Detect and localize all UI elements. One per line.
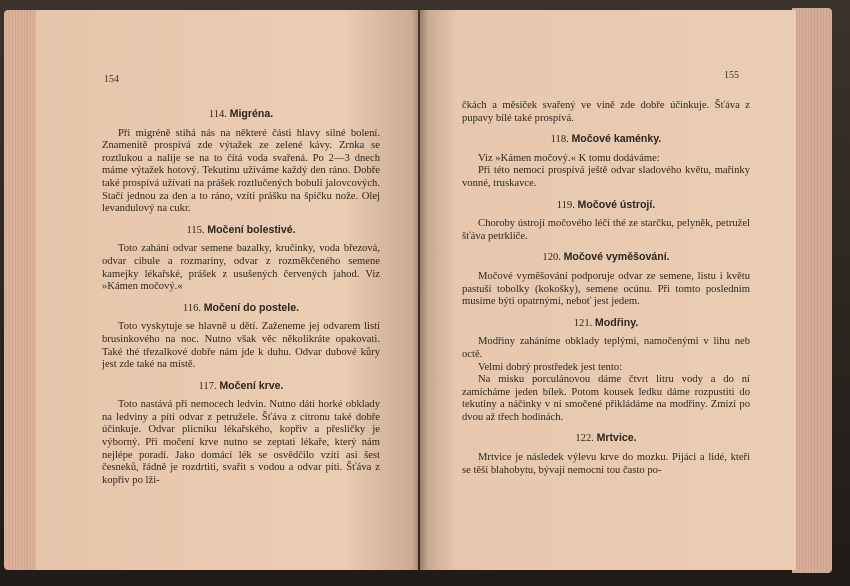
paragraph: Na misku porculánovou dáme čtvrt litru vody a do ní zamícháme jeden bílek. Potom kousek ledku dáme rozpustiti do tekutiny a náčinky v ní smočené přikládáme na modřiny. Zmizí po dvou až třech hodinách.	[462, 374, 750, 423]
paragraph: Viz »Kámen močový.« K tomu dodáváme:	[478, 152, 660, 164]
paragraph: Močové vyměšování podporuje odvar ze semene, listu i květu pastuší tobolky (kokošky), semene ocúnu. Při tomto posledním musíme býti opatrnými, neboť jest jedem.	[462, 270, 750, 308]
paragraph: Při této nemoci prospívá ještě odvar sladového květu, mařinky vonné, truskavce.	[462, 165, 750, 189]
section-title: Močové ústrojí.	[577, 198, 656, 211]
section-heading	[102, 380, 380, 394]
section-title: Močení do postele.	[203, 301, 300, 314]
section-title: Močení bolestivé.	[207, 223, 296, 236]
paragraph: Modřiny zaháníme obklady teplými, namočenými v lihu neb octě.	[462, 336, 750, 360]
section-heading	[462, 432, 750, 446]
section-number: 119.	[556, 199, 575, 211]
right-page-edges	[792, 8, 832, 573]
section-number: 122.	[575, 433, 594, 445]
continuation-paragraph: čkách a měsíček svařený ve víně zde dobře účinkuje. Šťáva z pupavy bílé také prospívá.	[462, 100, 750, 124]
paragraph: Choroby ústrojí močového léčí thé ze starčku, pelyněk, petružel šťáva petrklíče.	[462, 218, 750, 242]
section-number: 121.	[573, 317, 593, 329]
left-page-edges	[4, 10, 38, 570]
section-heading	[462, 251, 750, 265]
section-heading	[102, 224, 380, 238]
right-page-text	[462, 100, 750, 477]
section-number: 120.	[542, 252, 561, 264]
page-number-left: 154	[104, 74, 119, 85]
section-title: Mrtvice.	[596, 432, 637, 445]
section-title: Modřiny.	[594, 316, 639, 329]
section-number: 116.	[182, 302, 202, 314]
section-number: 114.	[208, 109, 227, 120]
section-heading	[462, 199, 750, 213]
paragraph: Toto vyskytuje se hlavně u dětí. Zaženeme jej odvarem listí brusinkového na noc. Nutno však věc několikráte opakovati. Také thé třezalkové dobře nám jde k duhu. Odvar dubové kůry jest zde také na místě.	[102, 321, 380, 371]
section-title: Močové vyměšování.	[563, 251, 670, 264]
paragraph: Mrtvice je následek výlevu krve do mozku. Pijáci a lidé, kteří se těší blahobytu, bývají nemocni tou často po-	[462, 452, 750, 476]
book-spine-gutter	[412, 10, 428, 570]
section-heading	[102, 108, 380, 122]
section-heading	[462, 317, 750, 331]
left-page	[36, 10, 418, 570]
section-title: Močové kaménky.	[571, 133, 662, 146]
section-number: 117.	[198, 380, 217, 392]
section-title: Močení krve.	[219, 379, 284, 392]
page-number-right: 155	[724, 70, 739, 81]
paragraph: Toto zahání odvar semene bazalky, kručinky, voda březová, odvar cibule a rozmariny, odvar z rozměkčeného semene kamejky lékařské, prášek z usušených červených jahod. Viz »Kámen močový.«	[102, 243, 380, 293]
section-heading	[462, 133, 750, 147]
section-number: 118.	[550, 134, 569, 146]
right-page	[420, 10, 796, 570]
paragraph: Velmi dobrý prostředek jest tento:	[478, 361, 623, 373]
paragraph: Toto nastává při nemocech ledvin. Nutno dáti horké obklady na ledviny a píti odvar z petružele. Šťáva z citronu také dobře účinkuje. Odvar plicníku lékařského, kopřiv a přesličky je výborný. Při močení krve nutno se zeptati lékaře, který nám nejlépe poradí. Jako domácí lék se osvědčilo vzíti asi šest česneků, řádně je rozdrtiti, svařit s vodou a odvar píti. Šťáva z kopřiv po lži-	[102, 399, 380, 486]
section-heading	[102, 302, 380, 316]
left-page-text	[102, 100, 380, 487]
section-title: Migréna.	[229, 108, 274, 120]
section-number: 115.	[186, 224, 205, 236]
paragraph: Při migréně stihá nás na některé části hlavy silné bolení. Znamenitě prospívá zde výtažek ze zelené kávy. Zrnka se roztlukou a nalije se na to čítá voda svařená. Po 2—3 dnech máme výtažek hotový. Tekutinu užíváme každý den ráno. Dobře také prospívá užívati na prášek roztlučených bobulí jalovcových. Stačí jednou za den a to ráno, vzíti prášku na špičku nože. Olej levandulový na cukr.	[102, 127, 380, 215]
